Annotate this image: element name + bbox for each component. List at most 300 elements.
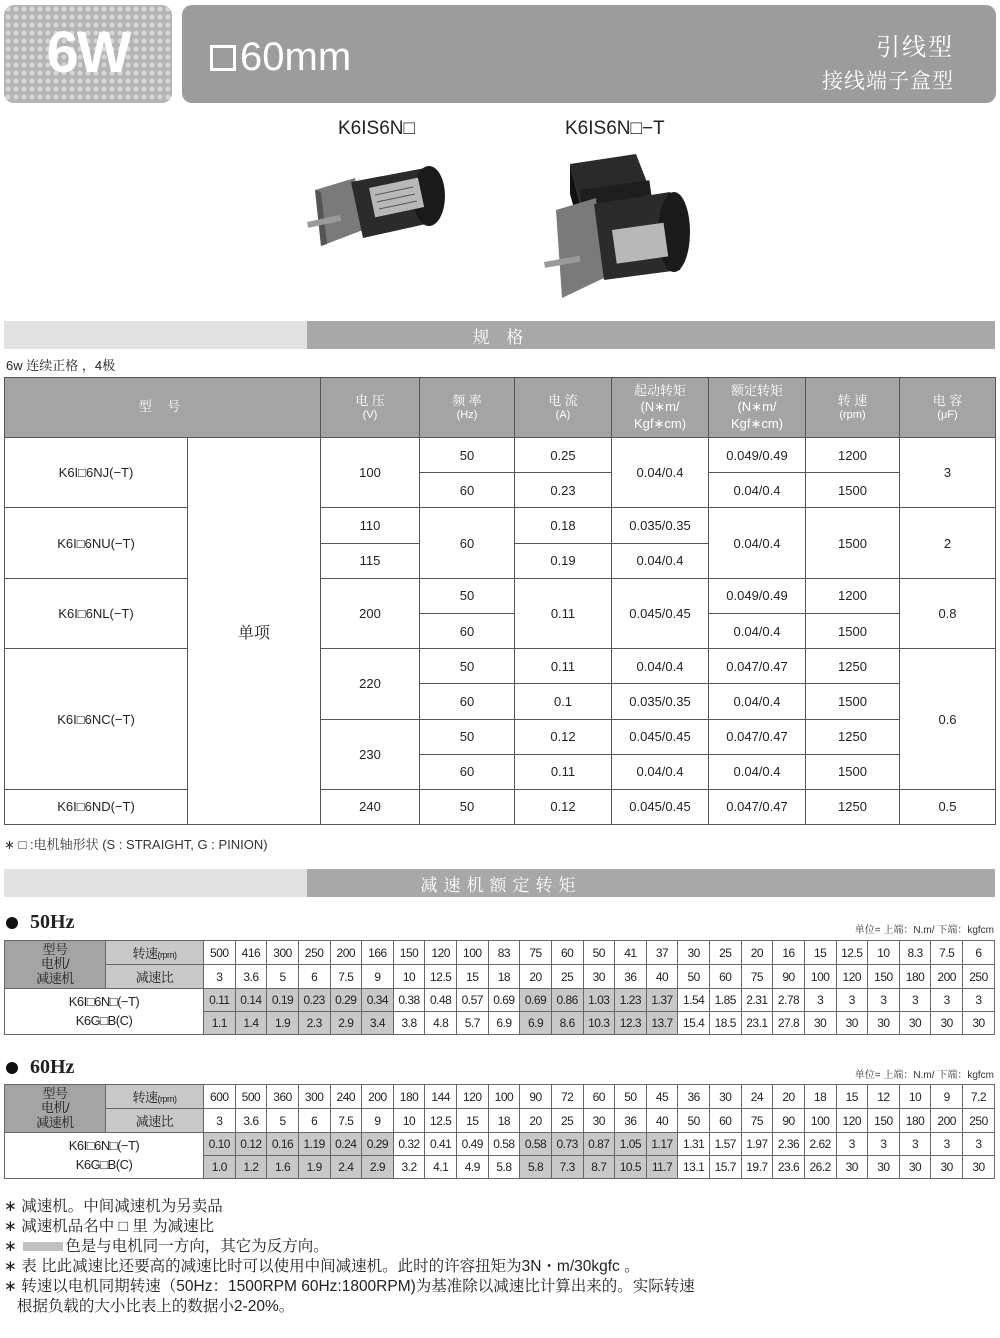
ratio-cell: 40 [646, 1109, 678, 1133]
ratio-cell: 250 [963, 1109, 995, 1133]
torque-kgf-cell: 5.8 [488, 1156, 520, 1179]
ratio-cell: 20 [520, 965, 552, 989]
ratio-cell: 10 [393, 1109, 425, 1133]
speed-cell: 180 [393, 1085, 425, 1109]
ratio-cell: 40 [646, 965, 678, 989]
ratio-row [5, 965, 995, 989]
rated-torque-cell: 0.04/0.4 [709, 473, 806, 508]
torque-kgf-cell: 2.9 [362, 1156, 394, 1179]
torque-nm-cell: 3 [868, 989, 900, 1012]
speed-cell: 20 [741, 941, 773, 965]
torque-kgf-cell: 7.3 [551, 1156, 583, 1179]
ratio-cell: 90 [773, 965, 805, 989]
torque-nm-cell: 0.87 [583, 1133, 615, 1156]
speed-cell: 360 [267, 1085, 299, 1109]
torque-nm-cell: 0.69 [488, 989, 520, 1012]
hz50-label: 50Hz [30, 911, 75, 933]
ratio-cell: 100 [804, 1109, 836, 1133]
torque-nm-cell: 3 [931, 1133, 963, 1156]
motor-image-lead-wire [305, 160, 455, 270]
torque-kgf-cell: 5.8 [520, 1156, 552, 1179]
torque-nm-cell: 0.24 [330, 1133, 362, 1156]
speed-cell: 1500 [806, 613, 900, 648]
torque-kgf-cell: 1.1 [204, 1012, 236, 1035]
spec-subtitle: 6w 连续正格 ，4极 [6, 358, 116, 373]
speed-cell: 30 [678, 941, 710, 965]
speed-cell: 15 [836, 1085, 868, 1109]
speed-cell: 600 [204, 1085, 236, 1109]
voltage-cell: 230 [321, 719, 420, 789]
torque-nm-cell: 0.38 [393, 989, 425, 1012]
ratio-cell: 25 [551, 1109, 583, 1133]
speed-cell: 166 [362, 941, 394, 965]
torque-nm-cell: 1.57 [710, 1133, 742, 1156]
ratio-cell: 75 [741, 1109, 773, 1133]
speed-cell: 200 [362, 1085, 394, 1109]
speed-cell: 90 [520, 1085, 552, 1109]
freq-cell: 50 [420, 789, 515, 824]
torque-nm-cell: 0.29 [362, 1133, 394, 1156]
start-torque-cell: 0.04/0.4 [612, 754, 709, 789]
speed-cell: 500 [235, 1085, 267, 1109]
torque-kgf-cell: 3.2 [393, 1156, 425, 1179]
torque-kgf-cell: 30 [836, 1156, 868, 1179]
speed-cell: 36 [678, 1085, 710, 1109]
torque-kgf-cell: 1.9 [267, 1012, 299, 1035]
torque-nm-cell: 1.17 [646, 1133, 678, 1156]
speed-cell: 100 [488, 1085, 520, 1109]
ratio-cell: 180 [899, 1109, 931, 1133]
torque-nm-cell: 0.69 [520, 989, 552, 1012]
torque-nm-cell: 3 [868, 1133, 900, 1156]
freq-cell: 50 [420, 719, 515, 754]
torque-nm-cell: 0.32 [393, 1133, 425, 1156]
torque-kgf-cell: 3.8 [393, 1012, 425, 1035]
ratio-cell: 120 [836, 1109, 868, 1133]
current-cell: 0.11 [515, 578, 612, 648]
frame-size [210, 35, 351, 80]
ratio-cell: 120 [836, 965, 868, 989]
torque-kgf-cell: 6.9 [520, 1012, 552, 1035]
voltage-cell: 220 [321, 649, 420, 719]
speed-cell: 24 [741, 1085, 773, 1109]
product-label-2: K6IS6N□−T [565, 118, 665, 139]
torque-nm-cell: 0.58 [488, 1133, 520, 1156]
speed-cell: 250 [298, 941, 330, 965]
hz60-title [6, 1056, 74, 1079]
spec-table [4, 377, 996, 825]
speed-cell: 1200 [806, 578, 900, 613]
torque-kgf-cell: 6.9 [488, 1012, 520, 1035]
freq-cell: 50 [420, 649, 515, 684]
speed-cell: 72 [551, 1085, 583, 1109]
table-row [5, 508, 996, 543]
speed-label-cell: 转速(rpm) [106, 1085, 204, 1109]
torque-kgf-cell: 13.7 [646, 1012, 678, 1035]
current-cell: 0.11 [515, 754, 612, 789]
current-cell: 0.11 [515, 649, 612, 684]
speed-cell: 41 [615, 941, 647, 965]
torque-kgf-cell: 30 [931, 1012, 963, 1035]
header-rated-torque: 额定转矩 (N∗m/ Kgf∗cm) [709, 378, 806, 438]
model-cell: K6I□6NL(−T) [5, 578, 188, 648]
power-badge [4, 5, 172, 103]
footnote-6: 根据负载的大小比表上的数据小2-20%。 [4, 1298, 295, 1315]
torque-nm-cell: 0.11 [204, 989, 236, 1012]
ratio-cell: 50 [678, 1109, 710, 1133]
table-row [5, 789, 996, 824]
ratio-cell: 12.5 [425, 965, 457, 989]
speed-cell: 1250 [806, 719, 900, 754]
speed-cell: 37 [646, 941, 678, 965]
speed-cell: 1250 [806, 649, 900, 684]
speed-row [5, 941, 995, 965]
cap-cell: 2 [900, 508, 996, 578]
unit-note-50: 单位= 上端：N.m/ 下端：kgfcm [854, 925, 994, 936]
torque-nm-cell: 1.31 [678, 1133, 710, 1156]
torque-nm-cell: 0.58 [520, 1133, 552, 1156]
model-label-cell: 型号 电机/ 减速机 [5, 941, 106, 989]
type-lead-wire: 引线型 [876, 34, 954, 61]
voltage-cell: 110 [321, 508, 420, 543]
torque-nm-cell: 2.62 [804, 1133, 836, 1156]
torque-nm-cell: 3 [931, 989, 963, 1012]
torque-nm-cell: 0.16 [267, 1133, 299, 1156]
speed-cell: 100 [457, 941, 489, 965]
torque-kgf-cell: 30 [963, 1156, 995, 1179]
footnote-5: ∗ 转速以电机同期转速（50Hz：1500RPM 60Hz:1800RPM)为基准除以减速比计算出来的。实际转速 [4, 1278, 695, 1295]
header-start-torque: 起动转矩 (N∗m/ Kgf∗cm) [612, 378, 709, 438]
speed-cell: 300 [267, 941, 299, 965]
power-rating: 6W [46, 20, 130, 85]
ratio-cell: 15 [457, 965, 489, 989]
torque-kgf-cell: 30 [868, 1012, 900, 1035]
freq-cell: 60 [420, 684, 515, 719]
rated-torque-cell: 0.049/0.49 [709, 578, 806, 613]
torque-nm-row [5, 989, 995, 1012]
torque-kgf-cell: 2.9 [330, 1012, 362, 1035]
reducer-section-title: 减速机额定转矩 [307, 869, 995, 897]
torque-kgf-cell: 12.3 [615, 1012, 647, 1035]
speed-cell: 500 [204, 941, 236, 965]
torque-nm-cell: 2.78 [773, 989, 805, 1012]
ratio-row [5, 1109, 995, 1133]
header-voltage: 电 压 (V) [321, 378, 420, 438]
speed-cell: 120 [425, 941, 457, 965]
torque-kgf-cell: 10.3 [583, 1012, 615, 1035]
cap-cell: 0.5 [900, 789, 996, 824]
speed-cell: 20 [773, 1085, 805, 1109]
start-torque-cell: 0.045/0.45 [612, 789, 709, 824]
speed-cell: 1500 [806, 473, 900, 508]
speed-row [5, 1085, 995, 1109]
torque-kgf-cell: 30 [868, 1156, 900, 1179]
torque-kgf-cell: 11.7 [646, 1156, 678, 1179]
torque-nm-cell: 0.10 [204, 1133, 236, 1156]
hz60-label: 60Hz [30, 1056, 75, 1078]
model-cell: K6I□6NU(−T) [5, 508, 188, 578]
current-cell: 0.1 [515, 684, 612, 719]
freq-cell: 60 [420, 473, 515, 508]
ratio-cell: 9 [362, 1109, 394, 1133]
torque-nm-cell: 0.19 [267, 989, 299, 1012]
speed-label-cell: 转速(rpm) [106, 941, 204, 965]
ratio-cell: 50 [678, 965, 710, 989]
speed-cell: 150 [393, 941, 425, 965]
torque-nm-cell: 3 [963, 1133, 995, 1156]
speed-cell: 240 [330, 1085, 362, 1109]
speed-cell: 7.2 [963, 1085, 995, 1109]
ratio-cell: 15 [457, 1109, 489, 1133]
reducer-table-60hz [4, 1084, 995, 1179]
spec-section-bar [4, 321, 995, 349]
ratio-cell: 3 [204, 1109, 236, 1133]
start-torque-cell: 0.045/0.45 [612, 719, 709, 754]
header-current: 电 流 (A) [515, 378, 612, 438]
hz50-title [6, 911, 74, 934]
ratio-cell: 12.5 [425, 1109, 457, 1133]
reducer-model-cell: K6I□6N□(−T) K6G□B(C) [5, 1133, 204, 1179]
ratio-cell: 7.5 [330, 965, 362, 989]
torque-kgf-cell: 30 [804, 1012, 836, 1035]
speed-cell: 45 [646, 1085, 678, 1109]
torque-kgf-cell: 2.4 [330, 1156, 362, 1179]
ratio-cell: 75 [741, 965, 773, 989]
torque-kgf-cell: 2.3 [298, 1012, 330, 1035]
speed-cell: 1250 [806, 789, 900, 824]
torque-kgf-cell: 15.7 [710, 1156, 742, 1179]
rated-torque-cell: 0.04/0.4 [709, 613, 806, 648]
ratio-cell: 100 [804, 965, 836, 989]
ratio-cell: 5 [267, 965, 299, 989]
ratio-cell: 6 [298, 1109, 330, 1133]
rated-torque-cell: 0.047/0.47 [709, 719, 806, 754]
rated-torque-cell: 0.04/0.4 [709, 754, 806, 789]
ratio-cell: 18 [488, 1109, 520, 1133]
speed-cell: 200 [330, 941, 362, 965]
speed-cell: 75 [520, 941, 552, 965]
ratio-cell: 180 [899, 965, 931, 989]
spec-section-title: 规 格 [307, 321, 995, 349]
torque-kgf-cell: 30 [931, 1156, 963, 1179]
torque-nm-cell: 0.48 [425, 989, 457, 1012]
ratio-cell: 3 [204, 965, 236, 989]
torque-kgf-cell: 18.5 [710, 1012, 742, 1035]
ratio-cell: 90 [773, 1109, 805, 1133]
torque-nm-cell: 0.14 [235, 989, 267, 1012]
speed-cell: 18 [804, 1085, 836, 1109]
current-cell: 0.25 [515, 438, 612, 473]
torque-nm-cell: 0.23 [298, 989, 330, 1012]
torque-nm-cell: 0.73 [551, 1133, 583, 1156]
torque-kgf-cell: 23.6 [773, 1156, 805, 1179]
torque-kgf-cell: 8.7 [583, 1156, 615, 1179]
cap-cell: 0.6 [900, 649, 996, 790]
speed-cell: 10 [868, 941, 900, 965]
torque-nm-cell: 0.57 [457, 989, 489, 1012]
bullet-icon [6, 1062, 18, 1074]
ratio-label-cell: 减速比 [106, 1109, 204, 1133]
torque-nm-cell: 0.34 [362, 989, 394, 1012]
model-cell: K6I□6ND(−T) [5, 789, 188, 824]
torque-kgf-cell: 5.7 [457, 1012, 489, 1035]
ratio-cell: 60 [710, 1109, 742, 1133]
torque-kgf-cell: 4.9 [457, 1156, 489, 1179]
ratio-cell: 36 [615, 965, 647, 989]
start-torque-cell: 0.035/0.35 [612, 508, 709, 543]
ratio-cell: 250 [963, 965, 995, 989]
speed-cell: 83 [488, 941, 520, 965]
speed-cell: 15 [804, 941, 836, 965]
type-terminal-box: 接线端子盒型 [822, 70, 954, 93]
speed-cell: 12.5 [836, 941, 868, 965]
torque-kgf-cell: 30 [963, 1012, 995, 1035]
header-banner [182, 5, 996, 103]
torque-kgf-cell: 4.8 [425, 1012, 457, 1035]
torque-nm-cell: 1.19 [298, 1133, 330, 1156]
ratio-cell: 5 [267, 1109, 299, 1133]
voltage-cell: 240 [321, 789, 420, 824]
phase-cell: 单项 [188, 438, 321, 825]
torque-kgf-cell: 1.6 [267, 1156, 299, 1179]
reducer-section-bar [4, 869, 995, 897]
model-cell: K6I□6NJ(−T) [5, 438, 188, 508]
ratio-cell: 200 [931, 965, 963, 989]
ratio-cell: 30 [583, 1109, 615, 1133]
ratio-cell: 18 [488, 965, 520, 989]
rated-torque-cell: 0.049/0.49 [709, 438, 806, 473]
torque-kgf-cell: 30 [899, 1012, 931, 1035]
torque-nm-cell: 0.49 [457, 1133, 489, 1156]
torque-kgf-cell: 19.7 [741, 1156, 773, 1179]
torque-nm-cell: 1.23 [615, 989, 647, 1012]
speed-cell: 12 [868, 1085, 900, 1109]
torque-kgf-cell: 13.1 [678, 1156, 710, 1179]
bullet-icon [6, 917, 18, 929]
speed-cell: 1200 [806, 438, 900, 473]
table-row [5, 578, 996, 613]
torque-kgf-cell: 30 [836, 1012, 868, 1035]
speed-cell: 300 [298, 1085, 330, 1109]
table-row [5, 649, 996, 684]
ratio-cell: 30 [583, 965, 615, 989]
torque-nm-cell: 3 [836, 1133, 868, 1156]
torque-nm-cell: 3 [836, 989, 868, 1012]
ratio-cell: 60 [710, 965, 742, 989]
rated-torque-cell: 0.047/0.47 [709, 789, 806, 824]
header-model: 型 号 [5, 378, 321, 438]
torque-kgf-cell: 15.4 [678, 1012, 710, 1035]
speed-cell: 6 [963, 941, 995, 965]
header-capacitor: 电 容 (μF) [900, 378, 996, 438]
spec-header-row [5, 378, 996, 438]
speed-cell: 7.5 [931, 941, 963, 965]
ratio-cell: 3.6 [235, 1109, 267, 1133]
torque-nm-cell: 0.12 [235, 1133, 267, 1156]
square-icon [210, 45, 236, 71]
torque-nm-cell: 0.29 [330, 989, 362, 1012]
speed-cell: 416 [235, 941, 267, 965]
torque-nm-cell: 2.31 [741, 989, 773, 1012]
footnote-1: ∗ 减速机。中间减速机为另卖品 [4, 1198, 223, 1215]
reducer-model-cell: K6I□6N□(−T) K6G□B(C) [5, 989, 204, 1035]
torque-nm-row [5, 1133, 995, 1156]
torque-nm-cell: 3 [963, 989, 995, 1012]
torque-kgf-cell: 26.2 [804, 1156, 836, 1179]
speed-cell: 1500 [806, 508, 900, 578]
voltage-cell: 200 [321, 578, 420, 648]
current-cell: 0.18 [515, 508, 612, 543]
freq-cell: 60 [420, 754, 515, 789]
speed-cell: 25 [710, 941, 742, 965]
freq-cell: 50 [420, 438, 515, 473]
current-cell: 0.23 [515, 473, 612, 508]
torque-kgf-cell: 23.1 [741, 1012, 773, 1035]
torque-nm-cell: 1.05 [615, 1133, 647, 1156]
ratio-cell: 9 [362, 965, 394, 989]
torque-kgf-cell: 1.4 [235, 1012, 267, 1035]
torque-kgf-cell: 1.9 [298, 1156, 330, 1179]
torque-nm-cell: 1.97 [741, 1133, 773, 1156]
freq-cell: 60 [420, 508, 515, 578]
start-torque-cell: 0.04/0.4 [612, 649, 709, 684]
footnote-4: ∗ 表 比此减速比还要高的减速比时可以使用中间减速机。此时的许容扭矩为3N・m/30kgfc 。 [4, 1258, 640, 1275]
product-label-1: K6IS6N□ [338, 118, 415, 139]
torque-nm-cell: 3 [804, 989, 836, 1012]
voltage-cell: 115 [321, 543, 420, 578]
current-cell: 0.19 [515, 543, 612, 578]
speed-cell: 9 [931, 1085, 963, 1109]
speed-cell: 50 [583, 941, 615, 965]
torque-nm-cell: 2.36 [773, 1133, 805, 1156]
speed-cell: 50 [615, 1085, 647, 1109]
speed-cell: 8.3 [899, 941, 931, 965]
frame-size-text: 60mm [240, 35, 352, 79]
start-torque-cell: 0.035/0.35 [612, 684, 709, 719]
unit-note-60: 单位= 上端：N.m/ 下端：kgfcm [854, 1070, 994, 1081]
ratio-cell: 25 [551, 965, 583, 989]
reducer-table-50hz [4, 940, 995, 1035]
header-frequency: 频 率 (Hz) [420, 378, 515, 438]
ratio-cell: 7.5 [330, 1109, 362, 1133]
footnotes [4, 1197, 695, 1317]
speed-cell: 10 [899, 1085, 931, 1109]
speed-cell: 30 [710, 1085, 742, 1109]
torque-kgf-cell: 10.5 [615, 1156, 647, 1179]
torque-kgf-cell: 30 [899, 1156, 931, 1179]
speed-cell: 16 [773, 941, 805, 965]
torque-nm-cell: 1.54 [678, 989, 710, 1012]
torque-nm-cell: 3 [899, 1133, 931, 1156]
torque-kgf-cell: 8.6 [551, 1012, 583, 1035]
torque-nm-cell: 1.03 [583, 989, 615, 1012]
table-row [5, 438, 996, 473]
ratio-cell: 6 [298, 965, 330, 989]
shaft-note: ∗ □ :电机轴形状 (S : STRAIGHT, G : PINION) [4, 837, 268, 852]
freq-cell: 60 [420, 613, 515, 648]
torque-kgf-cell: 1.2 [235, 1156, 267, 1179]
speed-cell: 1500 [806, 754, 900, 789]
current-cell: 0.12 [515, 789, 612, 824]
speed-cell: 1500 [806, 684, 900, 719]
ratio-cell: 150 [868, 965, 900, 989]
speed-cell: 60 [551, 941, 583, 965]
rated-torque-cell: 0.04/0.4 [709, 508, 806, 578]
torque-kgf-cell: 3.4 [362, 1012, 394, 1035]
ratio-cell: 20 [520, 1109, 552, 1133]
rated-torque-cell: 0.047/0.47 [709, 649, 806, 684]
ratio-label-cell: 减速比 [106, 965, 204, 989]
